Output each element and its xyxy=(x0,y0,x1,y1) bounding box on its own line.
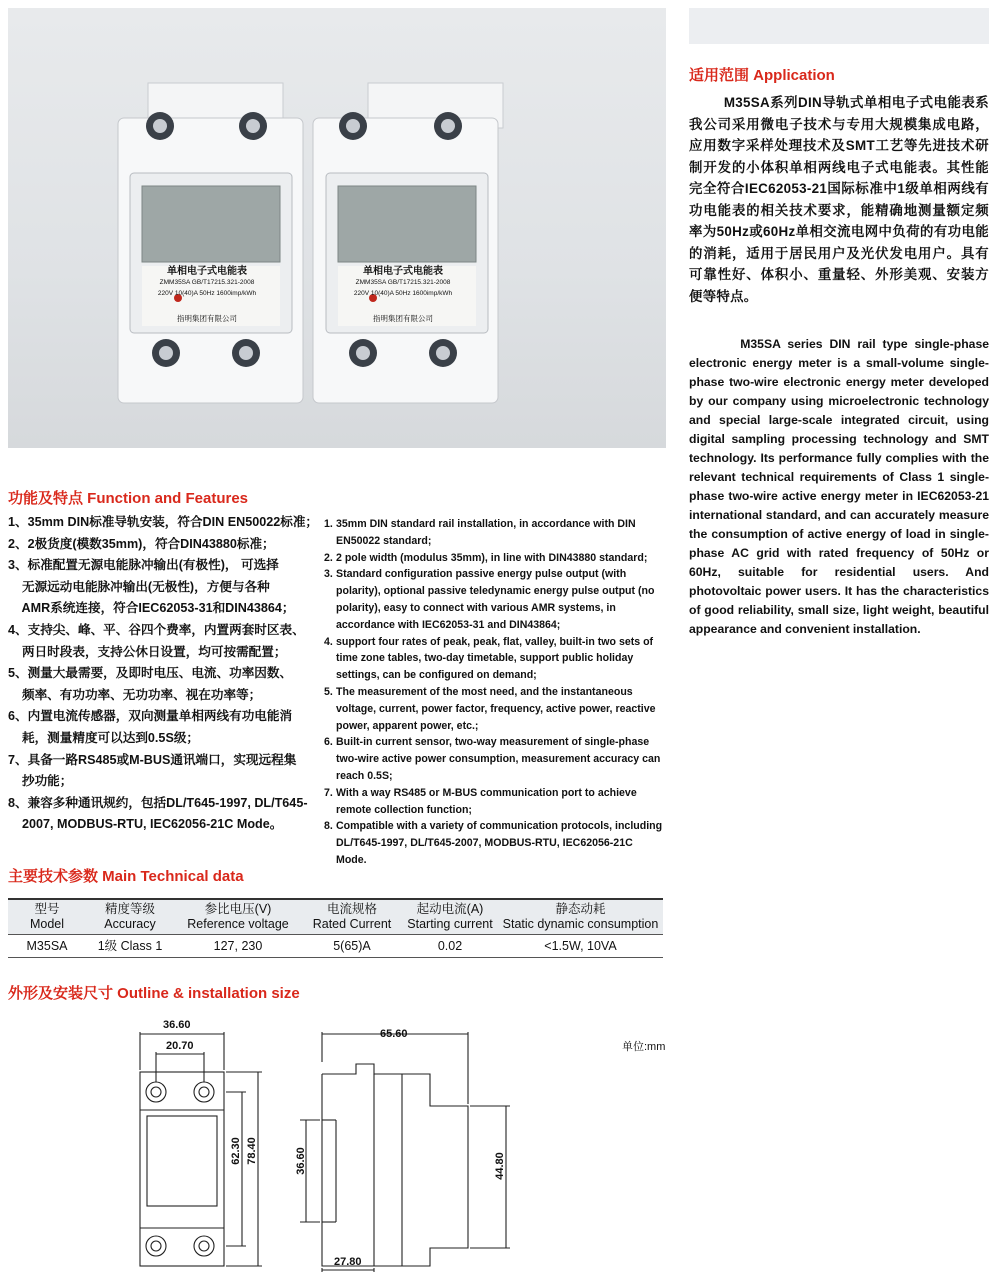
tech-table-wrap xyxy=(8,898,663,958)
item-number: 1. xyxy=(324,518,333,530)
item-number: 2. xyxy=(324,551,333,564)
dimension-drawing xyxy=(0,1010,680,1277)
features-en-list xyxy=(324,516,670,869)
item-text: 2 pole width (modulus 35mm), in line with DIN43880 standard; xyxy=(336,551,648,564)
front-view-window xyxy=(147,1116,217,1206)
label-title: 单相电子式电能表 xyxy=(167,266,247,277)
item-text: 35mm DIN standard rail installation, in accordance with DIN EN50022 standard; xyxy=(336,518,636,547)
header-en: Starting current xyxy=(407,917,493,931)
table-cell: 127, 230 xyxy=(174,935,302,958)
dim-side-width: 65.60 xyxy=(380,1028,408,1040)
header-cn: 电流规格 xyxy=(326,902,377,916)
list-item: 两日时段表，支持公休日设置，均可按需配置； xyxy=(8,644,287,659)
list-item: 频率、有功功率、无功功率、视在功率等； xyxy=(8,687,262,702)
table-header-cell xyxy=(86,899,174,935)
terminal-screw-icon xyxy=(146,1082,166,1102)
terminal-screw-icon xyxy=(146,1236,166,1256)
label-model: ZMM35SA GB/T17215.321-2008 xyxy=(355,279,451,286)
label-spec: 220V 10(40)A 50Hz 1600imp/kWh xyxy=(157,290,257,297)
meter-left xyxy=(118,83,303,403)
list-item: 抄功能； xyxy=(8,774,73,789)
header-cn: 型号 xyxy=(34,902,60,916)
item-number: 5. xyxy=(324,685,333,698)
header-cn: 参比电压(V) xyxy=(204,902,272,916)
item-number: 7. xyxy=(324,786,333,799)
label-maker: 指明集团有限公司 xyxy=(373,314,433,323)
item-text: Built-in current sensor, two-way measurement of single-phase two-wire active power consumption, measurement accuracy can reach 0.5S; xyxy=(336,736,661,782)
unit-label: 单位:mm xyxy=(622,1041,666,1053)
table-cell: <1.5W, 10VA xyxy=(498,935,663,958)
dim-front-h2: 78.40 xyxy=(245,1137,258,1165)
tech-title: 主要技术参数 Main Technical data xyxy=(8,868,244,885)
header-cn: 起动电流(A) xyxy=(416,902,484,916)
label-maker: 指明集团有限公司 xyxy=(177,314,237,323)
list-item: 耗，测量精度可以达到0.5S级； xyxy=(8,730,200,745)
table-header-cell xyxy=(498,899,663,935)
product-photo xyxy=(8,8,666,448)
list-item: 2、2极货度(模数35mm)，符合DIN43880标准； xyxy=(8,536,275,551)
table-header-cell xyxy=(174,899,302,935)
table-cell: 0.02 xyxy=(402,935,498,958)
list-item: 4、支持尖、峰、平、谷四个费率，内置两套时区表、 xyxy=(8,622,305,637)
header-en: Accuracy xyxy=(104,917,156,931)
list-item xyxy=(324,634,670,684)
list-item xyxy=(324,734,670,784)
item-number: 6. xyxy=(324,736,333,749)
table-header-cell xyxy=(8,899,86,935)
features-cn-list xyxy=(8,512,320,836)
item-number: 3. xyxy=(324,568,333,581)
table-row xyxy=(8,935,663,958)
table-cell: M35SA xyxy=(8,935,86,958)
meter-right-label xyxy=(332,266,474,324)
features-title: 功能及特点 Function and Features xyxy=(8,490,249,507)
header-en: Reference voltage xyxy=(187,917,289,931)
table-header-cell xyxy=(302,899,402,935)
header-cn: 精度等级 xyxy=(104,902,155,916)
dim-front-inner: 20.70 xyxy=(166,1040,194,1052)
list-item xyxy=(324,818,670,868)
tech-table xyxy=(8,898,663,958)
application-cn-text: M35SA系列DIN导轨式单相电子式电能表系我公司采用微电子技术与专用大规模集成电路，应用数字采样处理技术及SMT工艺等先进技术研制开发的小体积单相两线电子式电能表。其性能完全符合IEC62053-21国际标准中1级单相两线有功电能表的相关技术要求，能精确地测量额定频率为50Hz或60Hz单相交流电网中负荷的有功电能的消耗，适用于居民用户及光伏发电用户。具有可靠性好、体积小、重量轻、外形美观、安装方便等特点。 xyxy=(689,95,989,304)
list-item: 5、测量大最需要，及即时电压、电流、功率因数、 xyxy=(8,666,293,681)
application-title: 适用范围 Application xyxy=(689,67,835,84)
outline-title: 外形及安装尺寸 Outline & installation size xyxy=(8,985,300,1002)
item-text: support four rates of peak, peak, flat, valley, built-in two sets of time zone tables, two-day timetable, support public holiday settings, can be configured on demand; xyxy=(336,635,654,682)
item-text: Compatible with a variety of communication protocols, including DL/T645-1997, DL/T645-2007, MODBUS-RTU, IEC62056-21C Mode. xyxy=(336,820,663,866)
dim-front-width: 36.60 xyxy=(163,1019,191,1031)
meter-photo-illustration xyxy=(8,8,666,448)
item-number: 8. xyxy=(324,820,333,833)
header-cn: 静态动耗 xyxy=(555,902,606,916)
item-text: With a way RS485 or M-BUS communication port to achieve remote collection function; xyxy=(336,786,637,816)
terminal-screw-icon xyxy=(194,1236,214,1256)
list-item xyxy=(324,566,670,633)
list-item: 无源远动电能脉冲输出(无极性)，方便与各种 xyxy=(8,579,270,594)
label-title: 单相电子式电能表 xyxy=(363,266,443,277)
list-item: AMR系统连接，符合IEC62053-31和DIN43864； xyxy=(8,601,295,616)
meter-left-label xyxy=(136,266,278,324)
item-text: The measurement of the most need, and the instantaneous voltage, current, power factor, frequency, active power, reactive power, apparent power, etc.; xyxy=(336,685,656,732)
header-en: Rated Current xyxy=(312,917,392,931)
dim-front-h1: 62.30 xyxy=(229,1137,242,1165)
list-item xyxy=(324,550,670,567)
header-bar xyxy=(689,8,989,44)
list-item xyxy=(324,516,670,550)
side-view-outline xyxy=(322,1064,468,1266)
list-item: 1、35mm DIN标准导轨安装，符合DIN EN50022标准； xyxy=(8,515,319,529)
terminal-screw-icon xyxy=(194,1082,214,1102)
dim-side-h-right: 44.80 xyxy=(493,1152,506,1180)
list-item: 2007, MODBUS-RTU, IEC62056-21C Mode。 xyxy=(8,817,283,832)
item-number: 4. xyxy=(324,635,333,648)
list-item xyxy=(324,684,670,734)
header-en: Model xyxy=(29,917,65,931)
table-cell: 5(65)A xyxy=(302,935,402,958)
meter-right xyxy=(313,83,503,403)
list-item xyxy=(324,785,670,819)
item-text: Standard configuration passive energy pulse output (with polarity), optional passive teledynamic energy pulse output (no polarity), easy to connect with various AMR systems, in accordance with IEC62053-31 and DIN43864; xyxy=(336,568,655,631)
list-item: 6、内置电流传感器，双向测量单相两线有功电能消 xyxy=(8,709,293,724)
table-cell: 1级 Class 1 xyxy=(86,935,174,958)
table-header-cell xyxy=(402,899,498,935)
table-header-row xyxy=(8,899,663,935)
label-spec: 220V 10(40)A 50Hz 1600imp/kWh xyxy=(353,290,453,297)
application-en-text: M35SA series DIN rail type single-phase electronic energy meter is a small-volume single-phase two-wire electronic energy meter developed by our company using microelectronic technology and special large-scale integrated circuit, using digital sampling processing technology and SMT technology. Its performance fully complies with the relevant technical requirements of Class 1 single-phase two-wire active energy meter in IEC62053-21 international standard, and can accurately measure the consumption of active energy of load in single-phase AC grid with rated frequency of 50Hz or 60Hz, suitable for residential users. And photovoltaic power users. It has the characteristics of good reliability, small size, light weight, beautiful appearance and convenient installation. xyxy=(689,337,989,636)
dim-side-bottom: 27.80 xyxy=(334,1256,362,1268)
list-item: 3、标准配置无源电能脉冲输出(有极性)， 可选择 xyxy=(8,558,279,573)
label-model: ZMM35SA GB/T17215.321-2008 xyxy=(159,279,255,286)
header-en: Static dynamic consumption xyxy=(502,917,659,931)
list-item: 8、兼容多种通讯规约，包括DL/T645-1997, DL/T645- xyxy=(8,795,308,810)
list-item: 7、具备一路RS485或M-BUS通讯端口，实现远程集 xyxy=(8,752,297,767)
dim-side-h-left: 36.60 xyxy=(294,1147,307,1175)
